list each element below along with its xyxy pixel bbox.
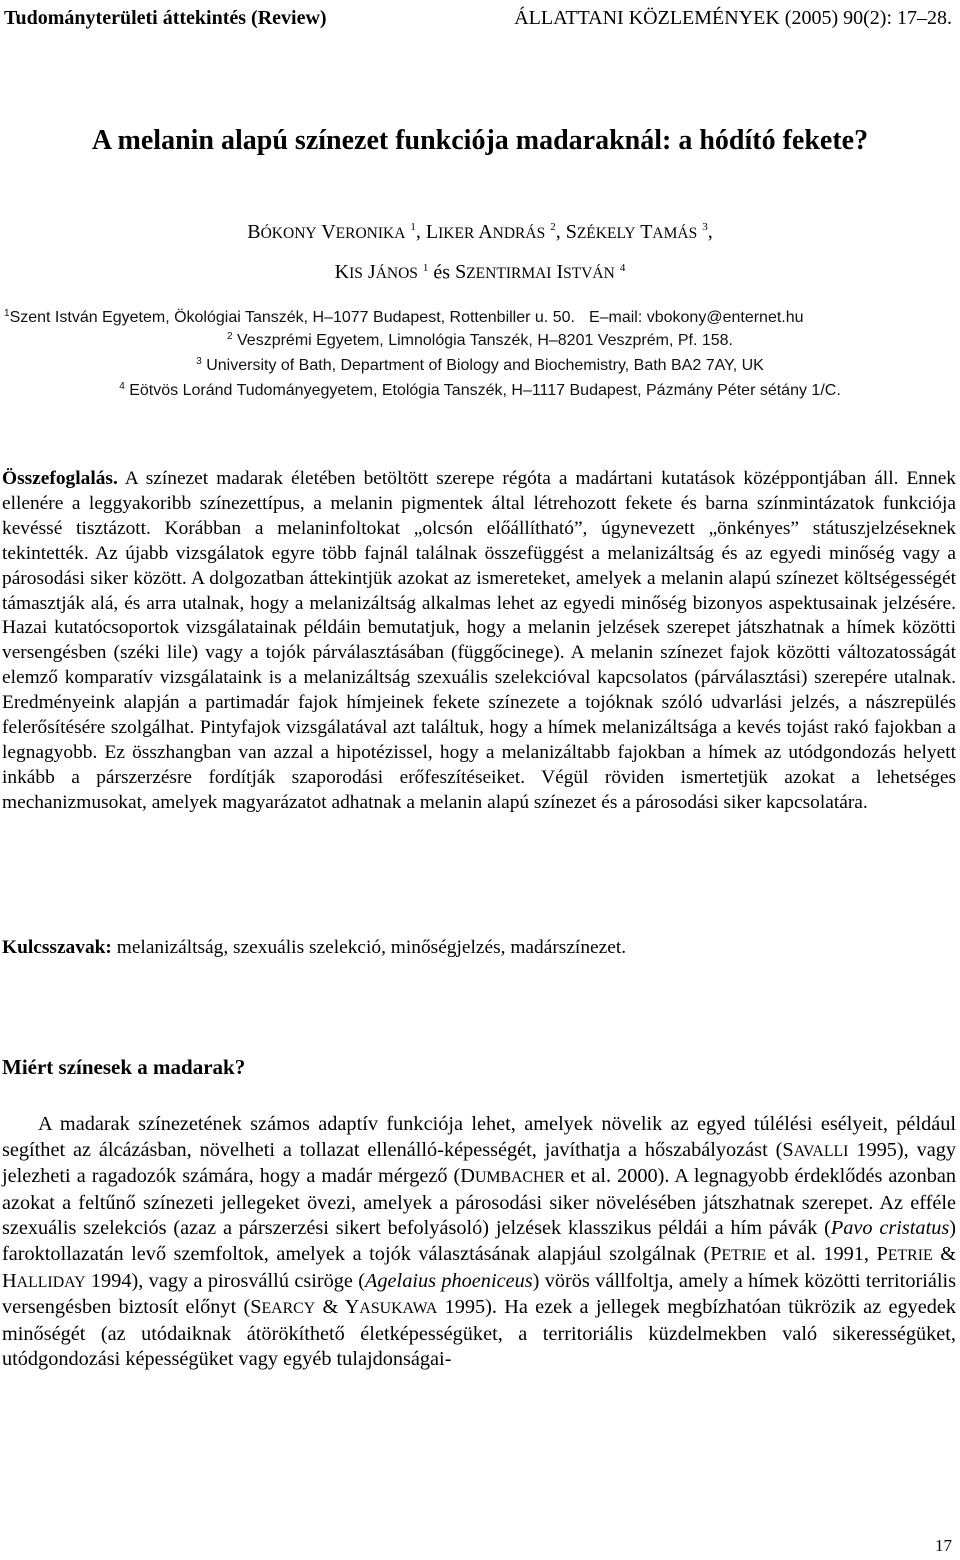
species-name: Pavo cristatus <box>830 1217 950 1240</box>
affiliation-4: $^4$ Eötvös Loránd Tudományegyetem, Etológia Tanszék, H–1117 Budapest, Pázmány Péter sétány 1/C. <box>119 381 841 399</box>
article-title: A melanin alapú színezet funkciója madaraknál: a hódító fekete? <box>91 125 869 156</box>
citation: PETRIE <box>710 1242 767 1265</box>
keywords-label: Kulcsszavak: <box>2 937 112 958</box>
author-line-2 <box>0 251 960 292</box>
body-text: A madarak színezetének számos adaptív funkciója lehet, amelyek növelik az egyed túlélési esélyeit, például segíthet az álcázásban, növelheti a tollazat ellenálló-képességét, javíthatja a hőszabályozást (SAVALLI 1995), vagy jelezheti a ragadozók számára, hogy a madár mérgező (DUMBACHER et al. 2000). A legnagyobb érdeklődés azonban azokat a feltűnő színezeti jellegeket övezi, amelyek a párosodási siker növelésében játszhatnak szerepet. Az efféle szexuális szelekciós (azaz a párszerzési sikert befolyásoló) jelzések klasszikus példái a hím pávák (Pavo cristatus) faroktollazatán levő szemfoltok, amelyek a tojók választásának alapjául szolgálnak (PETRIE et al. 1991, PETRIE & HALLIDAY 1994), vagy a pirosvállú csiröge (Agelaius phoeniceus) vörös vállfoltja, amely a hímek közötti territoriális versengésben biztosít előnyt (SEARCY & YASUKAWA 1995). Ha ezek a jellegek megbízhatóan tükrözik az egyedek minőségét (az utódaiknak átörökíthető életképességüket, a territoriális küzdelmekben való sikerességüket, utódgondozási képességüket vagy egyéb tulajdonságai- <box>2 1113 957 1371</box>
citation: DUMBACHER <box>460 1165 565 1188</box>
author-affiliation-marker: 3 <box>702 221 708 233</box>
author-name: SZÉKELY TAMÁS <box>565 220 698 243</box>
author-name: LIKER ANDRÁS <box>425 220 546 243</box>
affiliation-1: $^1$Szent István Egyetem, Ökológiai Tanszék, H–1077 Budapest, Rottenbiller u. 50. E–mail: vbokony@enternet.hu <box>4 308 804 326</box>
author-conjunction: és <box>433 261 451 284</box>
author-affiliation-marker: 4 <box>619 261 626 274</box>
citation: HALLIDAY <box>2 1269 86 1292</box>
citation: YASUKAWA <box>344 1296 438 1319</box>
species-name: Agelaius phoeniceus <box>365 1269 533 1292</box>
page-number: 17 <box>935 1536 952 1555</box>
author-name: SZENTIRMAI ISTVÁN <box>455 261 615 284</box>
keywords-text: melanizáltság, szexuális szelekció, minőségjelzés, madárszínezet. <box>111 937 627 958</box>
journal-citation: ÁLLATTANI KÖZLEMÉNYEK (2005) 90(2): 17–28. <box>514 7 952 29</box>
author-affiliation-marker: 1 <box>410 221 416 233</box>
article-type: Tudományterületi áttekintés (Review) <box>4 7 327 29</box>
running-header <box>4 6 952 30</box>
author-name: KIS JÁNOS <box>334 261 418 284</box>
abstract-label: Összefoglalás. <box>2 468 118 489</box>
section-heading: Miért színesek a madarak? <box>2 1055 246 1079</box>
author-line-1: BÓKONY VERONIKA $^1$, LIKER ANDRÁS $^2$, SZÉKELY TAMÁS $^3$, <box>247 220 713 243</box>
author-list <box>0 210 960 291</box>
email-link[interactable]: E–mail: vbokony@enternet.hu <box>588 309 804 326</box>
author-affiliation-marker: 1 <box>422 261 429 274</box>
author-name: BÓKONY VERONIKA <box>247 220 406 243</box>
citation: SAVALLI <box>782 1138 849 1161</box>
body-paragraph <box>2 1112 956 1373</box>
affiliation-3: $^3$ University of Bath, Department of Biology and Biochemistry, Bath BA2 7AY, UK <box>196 356 764 374</box>
author-affiliation-marker: 2 <box>550 221 556 233</box>
citation: PETRIE <box>876 1242 933 1265</box>
affiliation-2: $^2$ Veszprémi Egyetem, Limnológia Tanszék, H–8201 Veszprém, Pf. 158. <box>227 331 733 349</box>
keywords <box>2 936 956 961</box>
abstract <box>2 467 956 816</box>
citation: SEARCY <box>250 1296 316 1319</box>
abstract-text: A színezet madarak életében betöltött szerepe régóta a madártani kutatások középpontjában áll. Ennek ellenére a leggyakoribb színezettípus, a melanin pigmentek által létrehozott fekete és barna színmintázatok funkciója kevéssé tisztázott. Korábban a melaninfoltokat „olcsón előállítható”, úgynevezett „önkényes” státuszjelzéseknek tekintették. Az újabb vizsgálatok egyre több fajnál találnak összefüggést a melanizáltság és az egyedi minőség vagy a párosodási siker között. A dolgozatban áttekintjük azokat az ismereteket, amelyek a melanin alapú színezet költségességét támasztják alá, és arra utalnak, hogy a melanizáltság alkalmas lehet az egyedi minőség bizonyos aspektusainak jelzésére. Hazai kutatócsoportok vizsgálatainak példáin bemutatjuk, hogy a melanin jelzések szerepet játszhatnak a hímek közötti versengésben (széki lile) vagy a tojók párválasztásában (függőcinege). A melanin színezet fajok közötti változatosságát elemző komparatív vizsgálataink is a melanizáltság szexuális szelekcióval kapcsolatos (párválasztási) szerepére utalnak. Eredményeink alapján a partimadár fajok hímjeinek fekete színezete a tojóknak szóló udvarlási jelzés, a nászrepülés felerősítésére szolgálhat. Pintyfajok vizsgálatával azt találtuk, hogy a hímek melanizáltsága a kevés tojást rakó fajokban a legnagyobb. Ez összhangban van azzal a hipotézissel, hogy a melanizáltabb fajokban a hímek az utódgondozás helyett inkább a párszerzésre fordítják szaporodási erőfeszítéseiket. Végül röviden ismertetjük azokat a lehetséges mechanizmusokat, amelyek magyarázatot adhatnak a melanin alapú színezet és a párosodási siker kapcsolatára. <box>2 468 956 813</box>
